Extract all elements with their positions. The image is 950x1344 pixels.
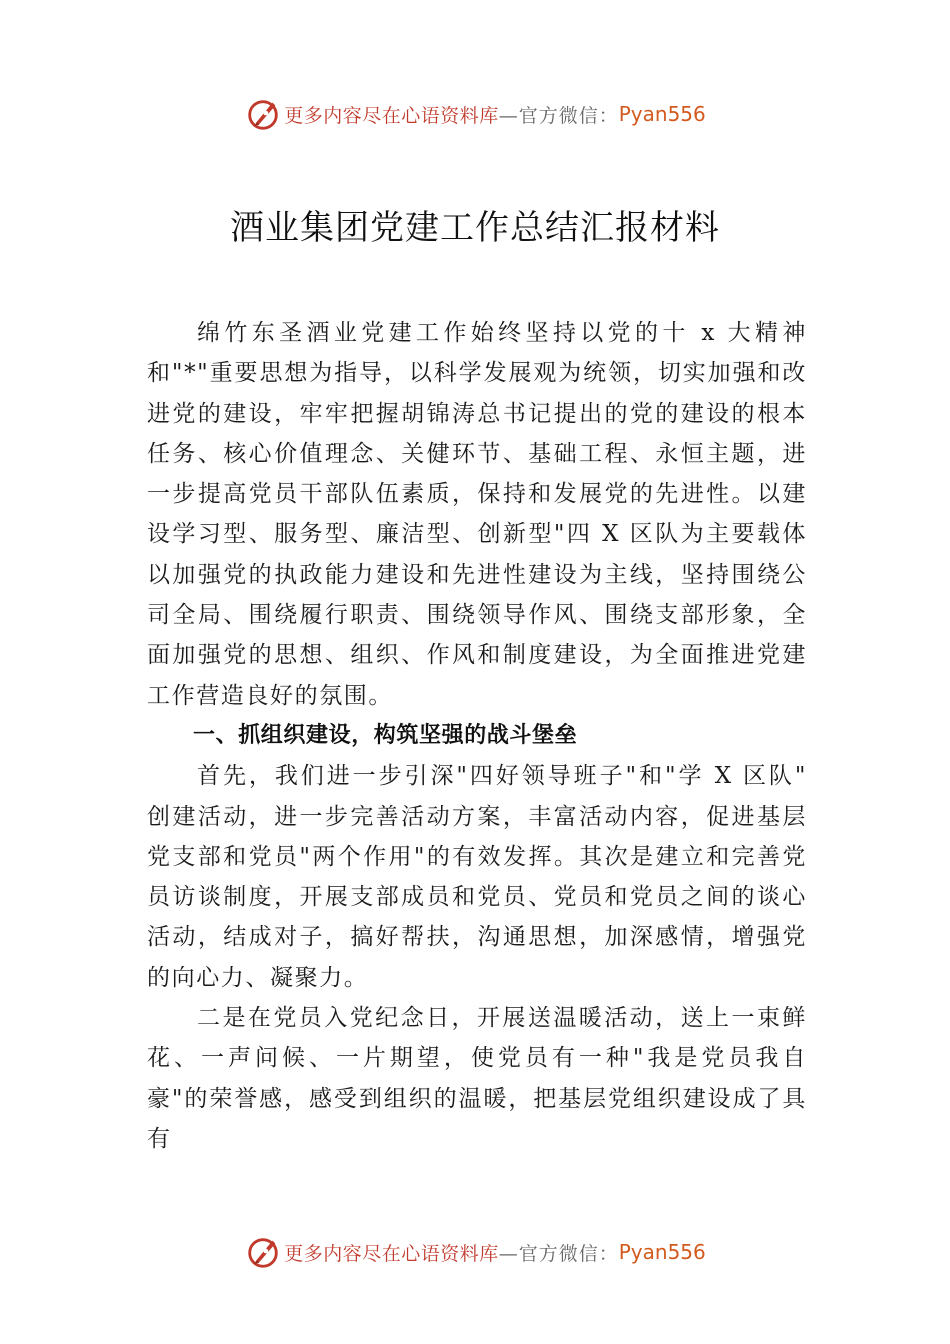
watermark-text: 更多内容尽在心语资料库 [284,1242,499,1265]
watermark-subtext: —官方微信： [498,1242,619,1265]
pen-seal-logo-icon [244,1233,282,1271]
document-body [147,313,807,1159]
watermark-wechat-id: Pyan556 [618,1240,706,1264]
section1-paragraph-1: 首先，我们进一步引深"四好领导班子"和"学 X 区队" 创建活动，进一步完善活动方案，丰富活动内容，促进基层党支部和党员"两个作用"的有效发挥。其次是建立和完善党员访谈制度，开展支部成员和党员、党员和党员之间的谈心活动，结成对子，搞好帮扶，沟通思想，加深感情，增强党的向心力、凝聚力。 [147,763,807,991]
watermark-subtext: —官方微信： [498,104,619,127]
watermark-wechat-id: Pyan556 [618,102,706,126]
intro-paragraph: 绵竹东圣酒业党建工作始终坚持以党的十 x 大精神和"*"重要思想为指导，以科学发展观为统领，切实加强和改进党的建设，牢牢把握胡锦涛总书记提出的党的建设的根本任务、核心价值理念、关健环节、基础工程、永恒主题，进一步提高党员干部队伍素质，保持和发展党的先进性。以建设学习型、服务型、廉洁型、创新型"四 X 区队为主要载体 以加强党的执政能力建设和先进性建设为主线，坚持围绕公司全局、围绕履行职责、围绕领导作风、围绕支部形象，全面加强党的思想、组织、作风和制度建设，为全面推进党建工作营造良好的氛围。 [147,320,807,709]
section1-paragraph-2: 二是在党员入党纪念日，开展送温暖活动，送上一束鲜花、一声问候、一片期望，使党员有一种"我是党员我自豪"的荣誉感，感受到组织的温暖，把基层党组织建设成了具有 [147,1005,807,1152]
watermark-text: 更多内容尽在心语资料库 [284,104,499,127]
watermark-banner-bottom [0,1232,950,1272]
watermark-banner-top [0,94,950,134]
section-heading-1: 一、抓组织建设，构筑坚强的战斗堡垒 [193,722,578,748]
document-title: 酒业集团党建工作总结汇报材料 [230,208,720,248]
pen-seal-logo-icon [244,95,282,133]
